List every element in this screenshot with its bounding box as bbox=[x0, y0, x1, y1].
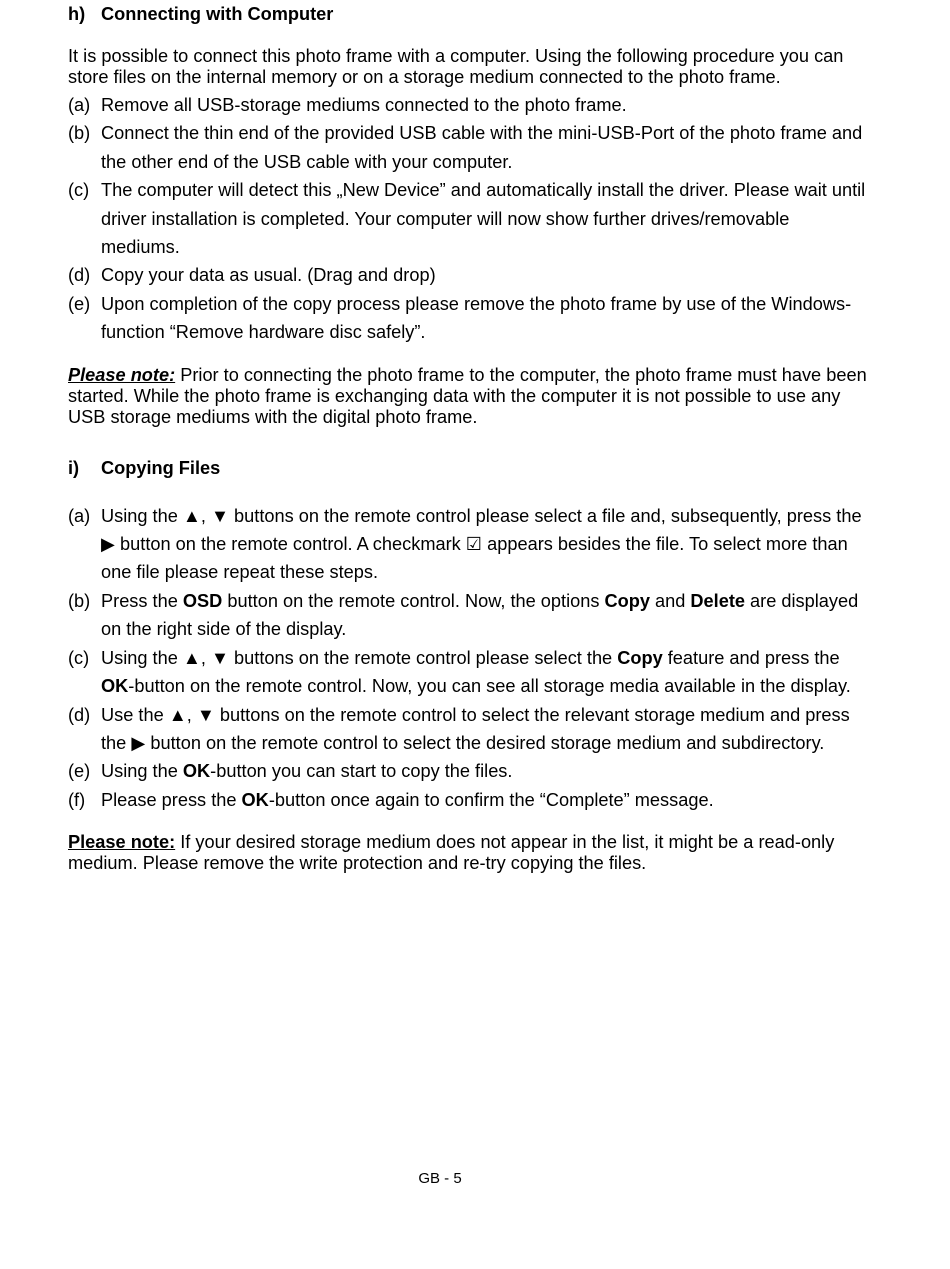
step-label: (b) bbox=[68, 590, 91, 611]
step-text: Connect the thin end of the provided USB cable with the mini-USB-Port of the photo frame and the other end of the USB cable with your computer. bbox=[101, 123, 863, 172]
step-text: The computer will detect this „New Device” and automatically install the driver. Please wait until driver installation is completed. Your computer will now show further drives/removable mediums. bbox=[101, 180, 866, 258]
step-text: Remove all USB-storage mediums connected to the photo frame. bbox=[101, 95, 627, 115]
section-i-step-c bbox=[68, 644, 868, 701]
section-h-step-c bbox=[68, 176, 868, 261]
section-h-steps bbox=[68, 91, 868, 347]
step-text: Press the OSD button on the remote control. Now, the options Copy and Delete are displayed on the right side of the display. bbox=[101, 590, 859, 640]
section-h-step-b bbox=[68, 119, 868, 176]
step-label: (d) bbox=[68, 265, 91, 286]
step-label: (d) bbox=[68, 704, 91, 725]
section-i-step-a bbox=[68, 502, 868, 587]
step-text: Using the ▲, ▼ buttons on the remote control please select the Copy feature and press the OK-button on the remote control. Now, you can see all storage media available in the display. bbox=[101, 647, 851, 697]
note-text: Prior to connecting the photo frame to the computer, the photo frame must have been started. While the photo frame is exchanging data with the computer it is not possible to use any USB storage mediums with the digital photo frame. bbox=[68, 364, 867, 427]
section-h-step-e bbox=[68, 290, 868, 347]
step-label: (c) bbox=[68, 180, 90, 201]
note-label: Please note: bbox=[68, 364, 176, 385]
section-h-number: h) bbox=[68, 4, 86, 24]
step-text: Upon completion of the copy process please remove the photo frame by use of the Windows-function “Remove hardware disc safely”. bbox=[101, 293, 852, 343]
section-i-steps bbox=[68, 502, 868, 814]
section-i-note bbox=[68, 832, 868, 874]
step-text: Use the ▲, ▼ buttons on the remote control to select the relevant storage medium and press the ▶ button on the remote control to select the desired storage medium and subdirectory. bbox=[101, 704, 850, 753]
step-text: Using the ▲, ▼ buttons on the remote control please select a file and, subsequently, press the ▶ button on the remote control. A checkmark ☑ appears besides the file. To select more than one file please repeat these steps. bbox=[101, 505, 862, 583]
section-i-number: i) bbox=[68, 457, 80, 478]
section-i-step-f bbox=[68, 786, 868, 814]
section-i-step-d bbox=[68, 701, 868, 758]
step-label: (b) bbox=[68, 123, 91, 144]
step-label: (a) bbox=[68, 505, 91, 526]
step-text: Copy your data as usual. (Drag and drop) bbox=[101, 265, 436, 286]
note-text: If your desired storage medium does not appear in the list, it might be a read-only medium. Please remove the write protection and re-try copying the files. bbox=[68, 832, 835, 874]
section-h-title: Connecting with Computer bbox=[101, 4, 334, 24]
page-number: GB - 5 bbox=[418, 1170, 462, 1187]
section-i-step-e bbox=[68, 757, 868, 785]
section-h-step-a bbox=[68, 91, 868, 119]
note-label: Please note: bbox=[68, 832, 176, 853]
section-i-title: Copying Files bbox=[101, 457, 221, 478]
step-label: (e) bbox=[68, 761, 91, 782]
step-label: (f) bbox=[68, 789, 86, 810]
section-h-intro: It is possible to connect this photo frame with a computer. Using the following procedure you can store files on the internal memory or on a storage medium connected to the photo frame. bbox=[68, 46, 844, 87]
step-text: Please press the OK-button once again to confirm the “Complete” message. bbox=[101, 789, 714, 810]
step-label: (c) bbox=[68, 647, 90, 668]
section-i-step-b bbox=[68, 587, 868, 644]
step-text: Using the OK-button you can start to copy the files. bbox=[101, 761, 513, 782]
section-h-step-d bbox=[68, 261, 868, 289]
section-i-heading bbox=[68, 454, 868, 482]
section-h-heading bbox=[68, 0, 868, 28]
step-label: (e) bbox=[68, 293, 91, 314]
section-h-note bbox=[68, 365, 868, 428]
step-label: (a) bbox=[68, 95, 91, 115]
document-page bbox=[68, 0, 868, 874]
